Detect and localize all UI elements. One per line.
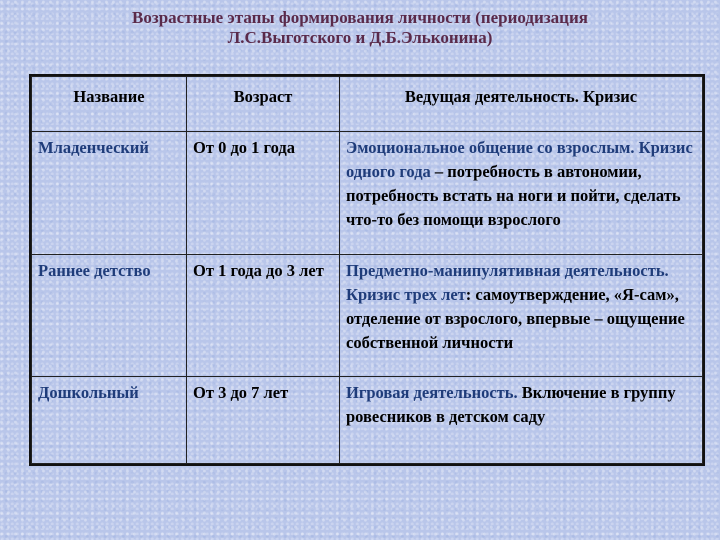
activity-text: Предметно-манипулятивная деятельность.: [346, 261, 669, 280]
table-row: [32, 377, 703, 464]
table-header-row: [32, 77, 703, 132]
page-title: [0, 8, 720, 48]
stage-age: От 1 года до 3 лет: [187, 255, 340, 377]
stage-name: Дошкольный: [32, 377, 187, 464]
stage-name: Раннее детство: [32, 255, 187, 377]
stage-age: От 3 до 7 лет: [187, 377, 340, 464]
stages-table: [31, 76, 703, 464]
activity-text: Эмоциональное общение со взрослым.: [346, 138, 635, 157]
stage-activity-cell: [340, 255, 703, 377]
stage-age: От 0 до 1 года: [187, 132, 340, 255]
crisis-label: Кризис трех лет: [346, 285, 466, 304]
activity-text: Игровая деятельность.: [346, 383, 518, 402]
title-line-2: Л.С.Выготского и Д.Б.Эльконина): [227, 28, 493, 47]
title-line-1: Возрастные этапы формирования личности (периодизация: [132, 8, 588, 27]
stage-name: Младенческий: [32, 132, 187, 255]
crisis-desc: Включение в группу ровесников в детском саду: [346, 383, 676, 426]
header-age: Возраст: [187, 77, 340, 132]
table-row: [32, 132, 703, 255]
crisis-desc: – потребность в автономии, потребность встать на ноги и пойти, сделать что-то без помощи взрослого: [346, 162, 681, 229]
stage-activity-cell: [340, 377, 703, 464]
crisis-desc: : самоутверждение, «Я-сам», отделение от взрослого, впервые – ощущение собственной личности: [346, 285, 685, 352]
stage-activity-cell: [340, 132, 703, 255]
header-name: Название: [32, 77, 187, 132]
crisis-label: Кризис одного года: [346, 138, 693, 181]
header-activity: Ведущая деятельность. Кризис: [340, 77, 703, 132]
table-row: [32, 255, 703, 377]
